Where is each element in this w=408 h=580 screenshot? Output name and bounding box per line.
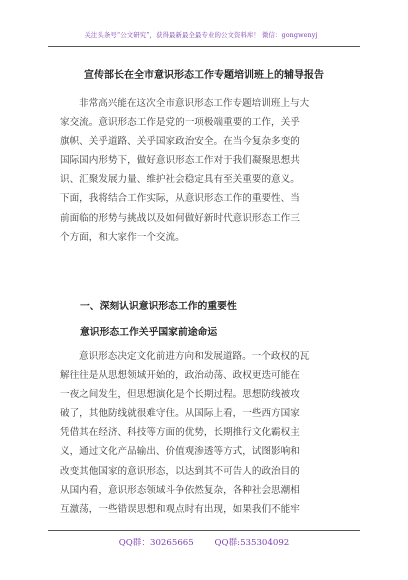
qq-group-2: QQ群:535304092 [214, 538, 290, 548]
footer-divider [48, 530, 360, 531]
paragraph-line: 旗帜、关乎道路、关乎国家政治安全。在当今复杂多变的 [60, 136, 300, 148]
body-paragraph [60, 347, 350, 519]
section-heading: 一、深刻认识意识形态工作的重要性 [80, 301, 237, 312]
document-title: 宣传部长在全市意识形态工作专题培训班上的辅导报告 [84, 70, 324, 81]
paragraph-line: 非常高兴能在这次全市意识形态工作专题培训班上与大 [79, 98, 310, 109]
paragraph-line: 改变其他国家的意识形态，以达到其不可告人的政治目的 [60, 465, 300, 477]
paragraph-line: 凭借其在经济、科技等方面的优势，长期推行文化霸权主 [60, 427, 300, 439]
paragraph-line: 从国内看，意识形态领域斗争依然复杂，各种社会思潮相 [60, 484, 300, 496]
paragraph-line: 义，通过文化产品输出、价值观渗透等方式，试图影响和 [60, 446, 300, 458]
paragraph-line: 识、汇聚发展力量、维护社会稳定具有至关重要的意义。 [60, 174, 300, 186]
document-footer [0, 536, 408, 548]
paragraph-line: 意识形态决定文化前进方向和发展道路。一个政权的瓦 [79, 351, 310, 362]
qq-group-1: QQ群：30265665 [118, 538, 194, 548]
paragraph-line: 国际国内形势下，做好意识形态工作对于我们凝聚思想共 [60, 155, 300, 167]
paragraph-line: 一夜之间发生，但思想演化是个长期过程。思想防线被攻 [60, 389, 300, 401]
sub-heading: 意识形态工作关乎国家前途命运 [80, 327, 218, 338]
header-divider [48, 46, 360, 47]
intro-paragraph [60, 94, 350, 247]
paragraph-line: 破了，其他防线就很难守住。从国际上看，一些西方国家 [60, 408, 300, 420]
paragraph-line: 个方面，和大家作一个交流。 [60, 231, 185, 243]
paragraph-line: 互激荡，一些错误思想和观点时有出现，如果我们不能牢 [60, 503, 300, 515]
paragraph-line: 下面，我将结合工作实际，从意识形态工作的重要性、当 [60, 193, 300, 205]
document-header: 关注头条号“公文研究”，获得最新最全最专业的公文资料库！ 微信：gongwenyj [84, 31, 318, 39]
paragraph-line: 家交流。意识形态工作是党的一项极端重要的工作，关乎 [60, 117, 300, 129]
paragraph-line: 前面临的形势与挑战以及如何做好新时代意识形态工作三 [60, 212, 300, 224]
paragraph-line: 解往往是从思想领域开始的，政治动荡、政权更迭可能在 [60, 370, 300, 382]
